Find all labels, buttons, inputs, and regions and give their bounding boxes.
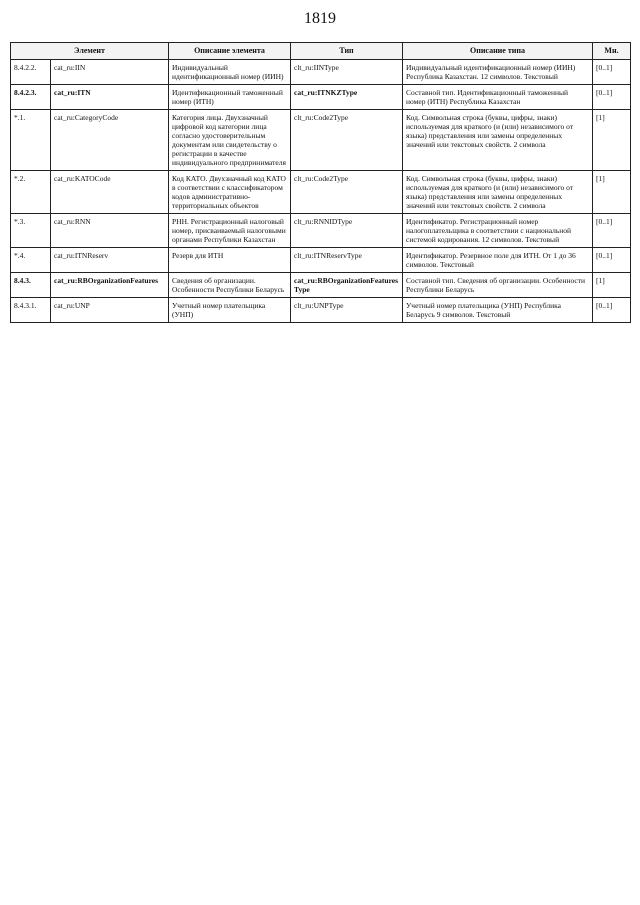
row-element-description: Резерв для ИТН: [169, 247, 291, 272]
row-type-description: Учетный номер плательщика (УНП) Республика Беларусь 9 символов. Текстовый: [403, 297, 593, 322]
row-type-description: Составной тип. Идентификационный таможенный номер (ИТН) Республика Казахстан: [403, 84, 593, 109]
row-multiplicity: [1]: [593, 109, 631, 170]
row-number: 8.4.3.: [11, 272, 51, 297]
row-multiplicity: [0..1]: [593, 247, 631, 272]
row-type-description: Идентификатор. Резервное поле для ИТН. От 1 до 36 символов. Текстовый: [403, 247, 593, 272]
row-number: 8.4.2.3.: [11, 84, 51, 109]
row-element-description: РНН. Регистрационный налоговый номер, присваиваемый налоговыми органами Республики Казахстан: [169, 213, 291, 247]
row-element-name: cat_ru:KATOCode: [51, 170, 169, 213]
row-type-description: Индивидуальный идентификационный номер (ИИН) Республика Казахстан. 12 символов. Текстовый: [403, 59, 593, 84]
table-row: [11, 272, 631, 297]
row-multiplicity: [0..1]: [593, 84, 631, 109]
table-row: [11, 297, 631, 322]
row-element-name: cat_ru:IIN: [51, 59, 169, 84]
row-type-description: Составной тип. Сведения об организации. Особенности Республики Беларусь: [403, 272, 593, 297]
row-element-description: Учетный номер плательщика (УНП): [169, 297, 291, 322]
row-number: 8.4.2.2.: [11, 59, 51, 84]
row-element-description: Категория лица. Двухзначный цифровой код категории лица согласно удостоверительным документам или свидетельству о регистрации в качестве индивидуального предпринимателя: [169, 109, 291, 170]
row-element-name: cat_ru:ITNReserv: [51, 247, 169, 272]
row-type-description: Код. Символьная строка (буквы, цифры, знаки) используемая для краткого (и (или) независимого от языка) представления или замены определенных значений или текстовых свойств. 2 символа: [403, 109, 593, 170]
row-type: cat_ru:RBOrganizationFeaturesType: [291, 272, 403, 297]
row-element-name: cat_ru:CategoryCode: [51, 109, 169, 170]
page-number: 1819: [304, 10, 336, 27]
row-number: *.2.: [11, 170, 51, 213]
row-element-description: Сведения об организации. Особенности Республики Беларусь: [169, 272, 291, 297]
table-row: [11, 170, 631, 213]
header-element-description: Описание элемента: [169, 43, 291, 60]
header-type: Тип: [291, 43, 403, 60]
table-row: [11, 109, 631, 170]
row-type: cat_ru:ITNKZType: [291, 84, 403, 109]
row-multiplicity: [1]: [593, 272, 631, 297]
header-type-description: Описание типа: [403, 43, 593, 60]
row-number: *.1.: [11, 109, 51, 170]
row-element-name: cat_ru:ITN: [51, 84, 169, 109]
table-row: [11, 84, 631, 109]
table-header-row: [11, 43, 631, 60]
header-element: Элемент: [11, 43, 169, 60]
row-number: *.4.: [11, 247, 51, 272]
row-type: clt_ru:ITNReservType: [291, 247, 403, 272]
row-type: clt_ru:Code2Type: [291, 109, 403, 170]
table-row: [11, 247, 631, 272]
row-multiplicity: [0..1]: [593, 297, 631, 322]
row-element-description: Код КАТО. Двухзначный код КАТО в соответствии с классификатором кодов административно-территориальных объектов: [169, 170, 291, 213]
row-type-description: Код. Символьная строка (буквы, цифры, знаки) используемая для краткого (и (или) независимого от языка) представления или замены определенных значений или текстовых свойств. 2 символа: [403, 170, 593, 213]
row-type: clt_ru:Code2Type: [291, 170, 403, 213]
table-row: [11, 213, 631, 247]
row-element-name: cat_ru:RNN: [51, 213, 169, 247]
row-multiplicity: [1]: [593, 170, 631, 213]
row-type: clt_ru:UNPType: [291, 297, 403, 322]
row-type-description: Идентификатор. Регистрационный номер налогоплательщика в соответствии с национальной системой кодирования. 12 символов. Текстовый: [403, 213, 593, 247]
row-type: clt_ru:IINType: [291, 59, 403, 84]
row-number: *.3.: [11, 213, 51, 247]
row-number: 8.4.3.1.: [11, 297, 51, 322]
element-table: [10, 42, 631, 323]
row-element-description: Идентификационный таможенный номер (ИТН): [169, 84, 291, 109]
row-type: clt_ru:RNNIDType: [291, 213, 403, 247]
row-multiplicity: [0..1]: [593, 213, 631, 247]
row-multiplicity: [0..1]: [593, 59, 631, 84]
table-row: [11, 59, 631, 84]
row-element-name: cat_ru:RBOrganizationFeatures: [51, 272, 169, 297]
header-multiplicity: Мн.: [593, 43, 631, 60]
row-element-description: Индивидуальный идентификационный номер (ИИН): [169, 59, 291, 84]
row-element-name: cat_ru:UNP: [51, 297, 169, 322]
